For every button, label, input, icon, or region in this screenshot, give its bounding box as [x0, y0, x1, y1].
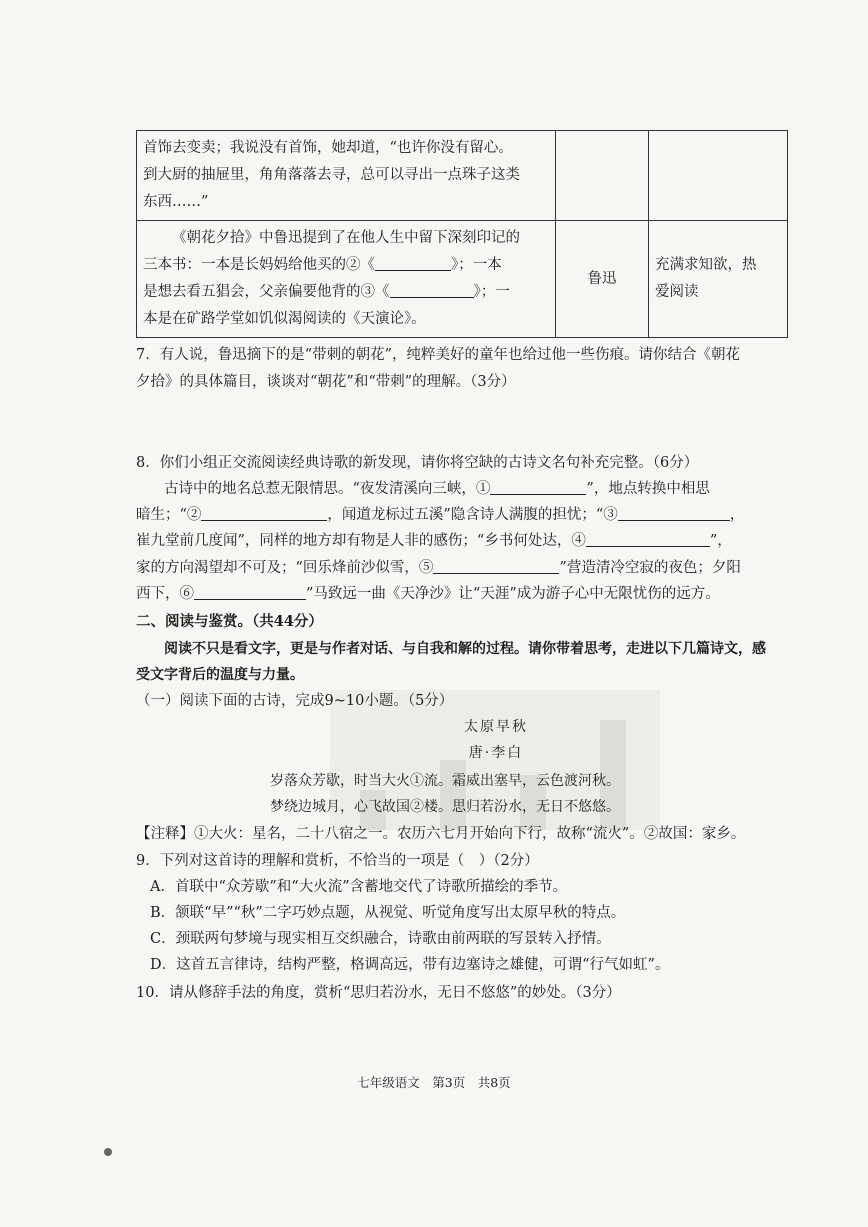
part1-heading: （一）阅读下面的古诗，完成9~10小题。（5分） — [136, 693, 454, 709]
q8-stem: 8．你们小组正交流阅读经典诗歌的新发现，请你将空缺的古诗文名句补充完整。（6分） — [136, 455, 699, 471]
poem-line1: 岁落众芳歇，时当大火①流。霜威出塞早，云色渡河秋。 — [270, 773, 620, 789]
blank-q8-3[interactable] — [618, 502, 730, 521]
table-cell-quote: 首饰去变卖；我说没有首饰，她却道，“也许你没有留心。 到大厨的抽屉里，角角落落去寻，总可以寻出一点珠子这类 东西……” — [137, 131, 556, 221]
table-cell-empty — [556, 131, 649, 221]
blank-q8-5[interactable] — [433, 555, 559, 574]
q9-stem: 9．下列对这首诗的理解和赏析，不恰当的一项是（ ）（2分） — [136, 853, 539, 869]
poem-line2: 梦绕边城月，心飞故国②楼。思归若汾水，无日不悠悠。 — [270, 799, 620, 815]
section2-heading: 二、阅读与鉴赏。（共44分） — [136, 613, 323, 630]
q8-para-line2: 暗生；“② ，闻道龙标过五溪”隐含诗人满腹的担忧；“③ ， — [136, 502, 744, 529]
q8-para-line4: 家的方向渴望却不可及；“回乐烽前沙似雪，⑤ ”营造清冷空寂的夜色；夕阳 — [136, 555, 741, 582]
q7-line1: 7．有人说，鲁迅摘下的是“带刺的朝花”，纯粹美好的童年也给过他一些伤痕。请你结合《朝花 — [136, 347, 741, 363]
table-cell-author: 鲁迅 — [556, 221, 649, 338]
q9-option-a[interactable]: A．首联中“众芳歇”和“大火流”含蓄地交代了诗歌所描绘的季节。 — [150, 879, 568, 895]
q10-stem: 10．请从修辞手法的角度，赏析“思归若汾水，无日不悠悠”的妙处。（3分） — [136, 985, 621, 1001]
section2-intro-line2: 受文字背后的温度与力量。 — [136, 667, 304, 683]
blank-q8-2[interactable] — [201, 502, 327, 521]
poem-title: 太原早秋 — [464, 719, 528, 735]
q9-option-c[interactable]: C．颈联两句梦境与现实相互交织融合，诗歌由前两联的写景转入抒情。 — [150, 931, 611, 947]
poem-author: 唐·李白 — [468, 745, 524, 761]
table-cell-empty — [649, 131, 788, 221]
q8-para-line3: 崔九堂前几度闻”，同样的地方却有物是人非的感伤；“乡书何处达，④ ”， — [136, 528, 732, 555]
q9-option-d[interactable]: D．这首五言律诗，结构严整，格调高远，带有边塞诗之雄健，可谓“行气如虹”。 — [150, 957, 670, 973]
q8-para-line1: 古诗中的地名总惹无限情思。“夜发清溪向三峡，① ”，地点转换中相思 — [164, 476, 710, 503]
blank-3[interactable] — [390, 279, 474, 298]
poem-notes: 【注释】①大火：星名，二十八宿之一。农历六七月开始向下行，故称“流火”。②故国：家乡。 — [136, 826, 746, 842]
blank-q8-6[interactable] — [194, 581, 306, 600]
reading-table — [136, 130, 788, 338]
q8-para-line5: 西下，⑥ ”马致远一曲《天净沙》让“天涯”成为游子心中无限忧伤的远方。 — [136, 581, 720, 608]
blank-2[interactable] — [375, 252, 451, 271]
table-cell-books: 《朝花夕拾》中鲁迅提到了在他人生中留下深刻印记的 三本书：一本是长妈妈给他买的②《 》；一本 是想去看五猖会，父亲偏要他背的③《 》；一 本是在矿路学堂如饥似渴阅读的《天演论》。 — [137, 221, 556, 338]
table-cell-comment: 充满求知欲，热 爱阅读 — [649, 221, 788, 338]
section2-intro-line1: 阅读不只是看文字，更是与作者对话、与自我和解的过程。请你带着思考，走进以下几篇诗文，感 — [164, 641, 766, 657]
q7-line2: 夕拾》的具体篇目，谈谈对“朝花”和“带刺”的理解。（3分） — [136, 374, 516, 390]
blank-q8-1[interactable] — [490, 476, 586, 495]
punch-hole-mark — [104, 1148, 112, 1156]
page-footer: 七年级语文 第3页 共8页 — [357, 1075, 511, 1090]
q9-option-b[interactable]: B．颔联“早”“秋”二字巧妙点题，从视觉、听觉角度写出太原早秋的特点。 — [150, 905, 626, 921]
blank-q8-4[interactable] — [586, 528, 710, 547]
